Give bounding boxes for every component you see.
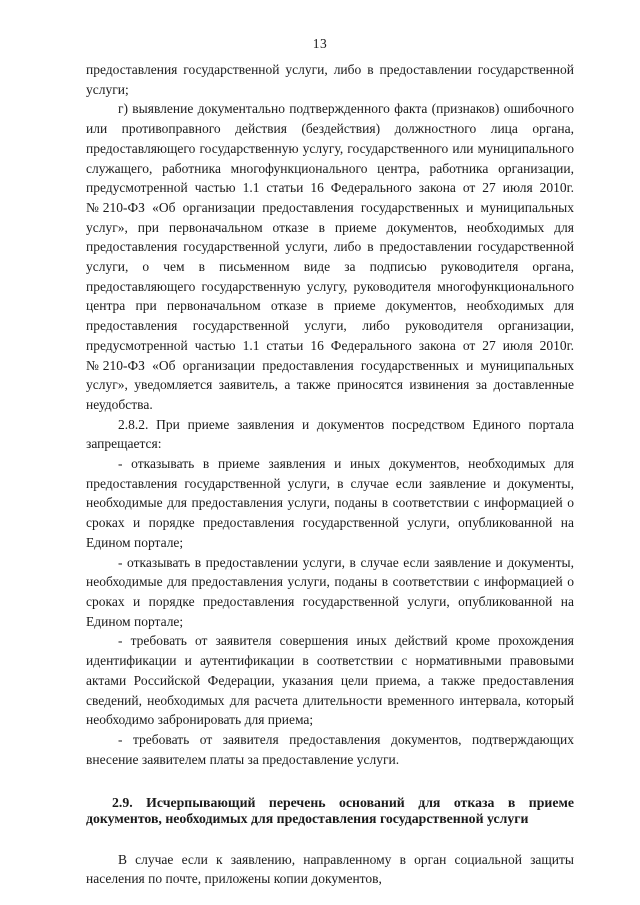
section-paragraph: В случае если к заявлению, направленному в орган социальной защиты населения по почте, приложены копии документов, xyxy=(86,851,574,887)
list-item-require-actions: - требовать от заявителя совершения иных действий кроме прохождения идентификации и аутентификации в соответствии с нормативными правовыми актами Российской Федерации, указания цели приема, а также предоставления сведений, необходимых для расчета длительности временного интервала, который необходимо забронировать для приема; xyxy=(86,633,574,728)
paragraph-continuation: предоставления государственной услуги, либо в предоставлении государственной услуги; xyxy=(86,62,574,97)
list-item-refuse-service: - отказывать в предоставлении услуги, в случае если заявление и документы, необходимые для предоставления услуги, поданы в соответствии с информацией о сроках и порядке предоставления государственной услуги, опубликованной на Едином портале; xyxy=(86,554,574,629)
document-body xyxy=(86,60,574,889)
section-heading-2-9: 2.9. Исчерпывающий перечень оснований для отказа в приеме документов, необходимых для предоставления государственной услуги xyxy=(86,795,574,826)
list-item-refuse-acceptance: - отказывать в приеме заявления и иных документов, необходимых для предоставления государственной услуги, в случае если заявление и документы, необходимые для предоставления услуги, поданы в соответствии с информацией о сроках и порядке предоставления государственной услуги, опубликованной на Едином портале; xyxy=(86,456,574,550)
list-item-require-documents: - требовать от заявителя предоставления документов, подтверждающих внесение заявителем платы за предоставление услуги. xyxy=(86,731,574,767)
paragraph-item-g: г) выявление документально подтвержденного факта (признаков) ошибочного или противоправного действия (бездействия) должностного лица органа, предоставляющего государственную услугу, государственного или муниципального служащего, работника многофункционального центра, работника организации, предусмотренной частью 1.1 статьи 16 Федерального закона от 27 июля 2010г. №210-ФЗ «Об организации предоставления государственных и муниципальных услуг», при первоначальном отказе в приеме документов, необходимых для предоставления государственной услуги, либо в предоставлении государственной услуги, о чем в письменном виде за подписью руководителя органа, предоставляющего государственную услугу, руководителя многофункционального центра при первоначальном отказе в приеме документов, необходимых для предоставления государственной услуги, либо руководителя организации, предусмотренной частью 1.1 статьи 16 Федерального закона от 27 июля 2010г. №210-ФЗ «Об организации предоставления государственных и муниципальных услуг», уведомляется заявитель, а также приносятся извинения за доставленные неудобства. xyxy=(86,101,574,412)
page-number: 13 xyxy=(312,36,328,51)
paragraph-2-8-2: 2.8.2. При приеме заявления и документов посредством Единого портала запрещается: xyxy=(86,416,574,452)
